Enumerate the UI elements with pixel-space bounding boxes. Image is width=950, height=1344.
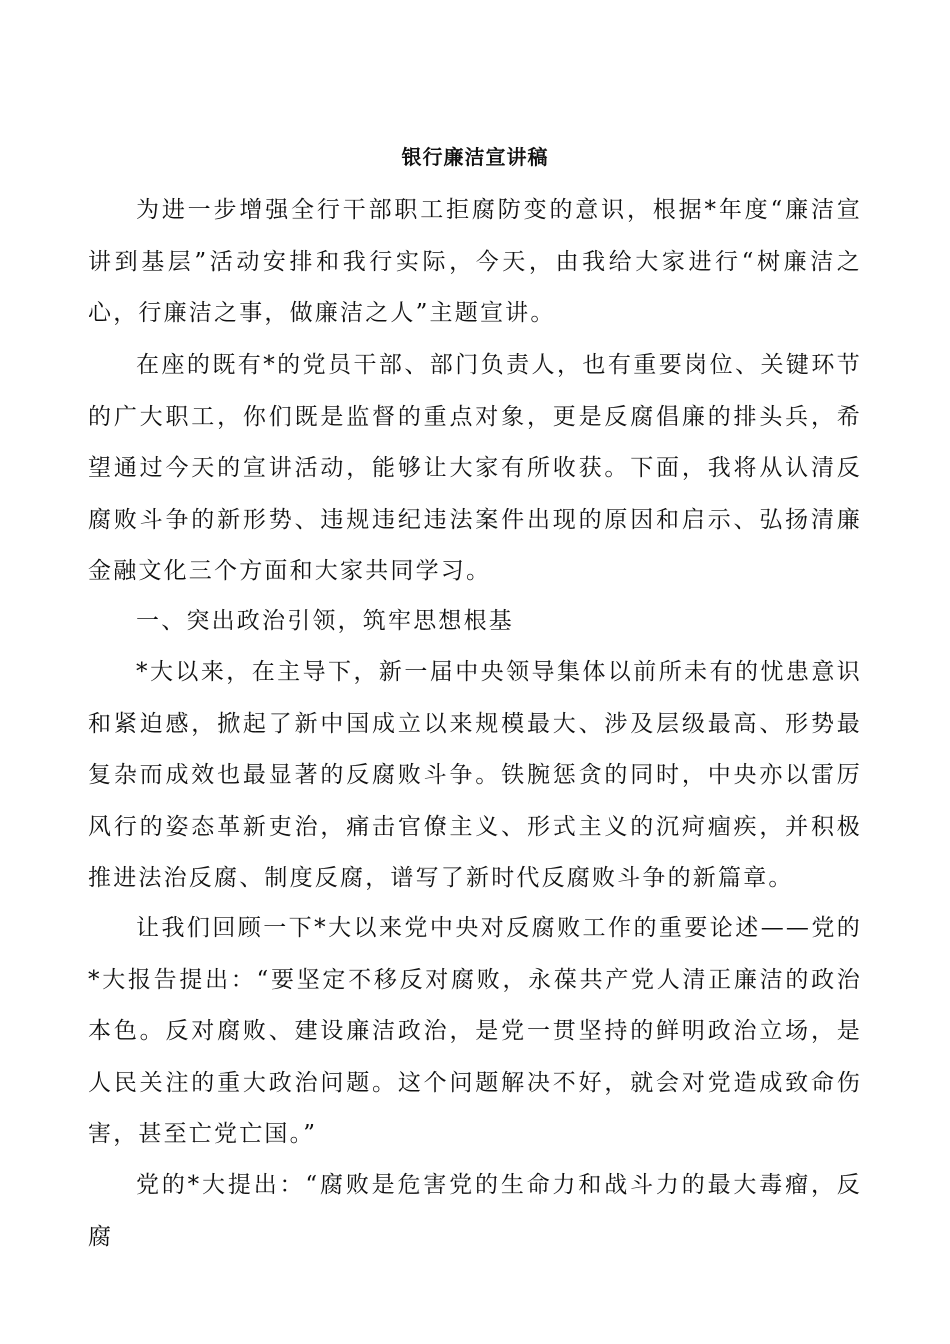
paragraph-audience: 在座的既有*的党员干部、部门负责人，也有重要岗位、关键环节的广大职工，你们既是监督的重点对象，更是反腐倡廉的排头兵，希望通过今天的宣讲活动，能够让大家有所收获。下面，我将从认清反腐败斗争的新形势、违规违纪违法案件出现的原因和启示、弘扬清廉金融文化三个方面和大家共同学习。 bbox=[88, 352, 862, 584]
section-heading: 一、突出政治引领，筑牢思想根基 bbox=[136, 608, 514, 634]
paragraph-intro: 为进一步增强全行干部职工拒腐防变的意识，根据*年度“廉洁宣讲到基层”活动安排和我行实际，今天，由我给大家进行“树廉洁之心，行廉洁之事，做廉洁之人”主题宣讲。 bbox=[88, 197, 862, 326]
document-title: 银行廉洁宣讲稿 bbox=[401, 145, 549, 169]
paragraph-anti-corruption: *大以来，在主导下，新一届中央领导集体以前所未有的忧患意识和紧迫感，掀起了新中国成立以来规模最大、涉及层级最高、形势最复杂而成效也最显著的反腐败斗争。铁腕惩贪的同时，中央亦以雷厉风行的姿态革新吏治，痛击官僚主义、形式主义的沉疴痼疾，并积极推进法治反腐、制度反腐，谱写了新时代反腐败斗争的新篇章。 bbox=[88, 659, 862, 891]
paragraph-review: 让我们回顾一下*大以来党中央对反腐败工作的重要论述——党的*大报告提出：“要坚定不移反对腐败，永葆共产党人清正廉洁的政治本色。反对腐败、建设廉洁政治，是党一贯坚持的鲜明政治立场，是人民关注的重大政治问题。这个问题解决不好，就会对党造成致命伤害，甚至亡党亡国。” bbox=[88, 915, 862, 1147]
paragraph-quote: 党的*大提出：“腐败是危害党的生命力和战斗力的最大毒瘤，反腐 bbox=[88, 1172, 862, 1250]
